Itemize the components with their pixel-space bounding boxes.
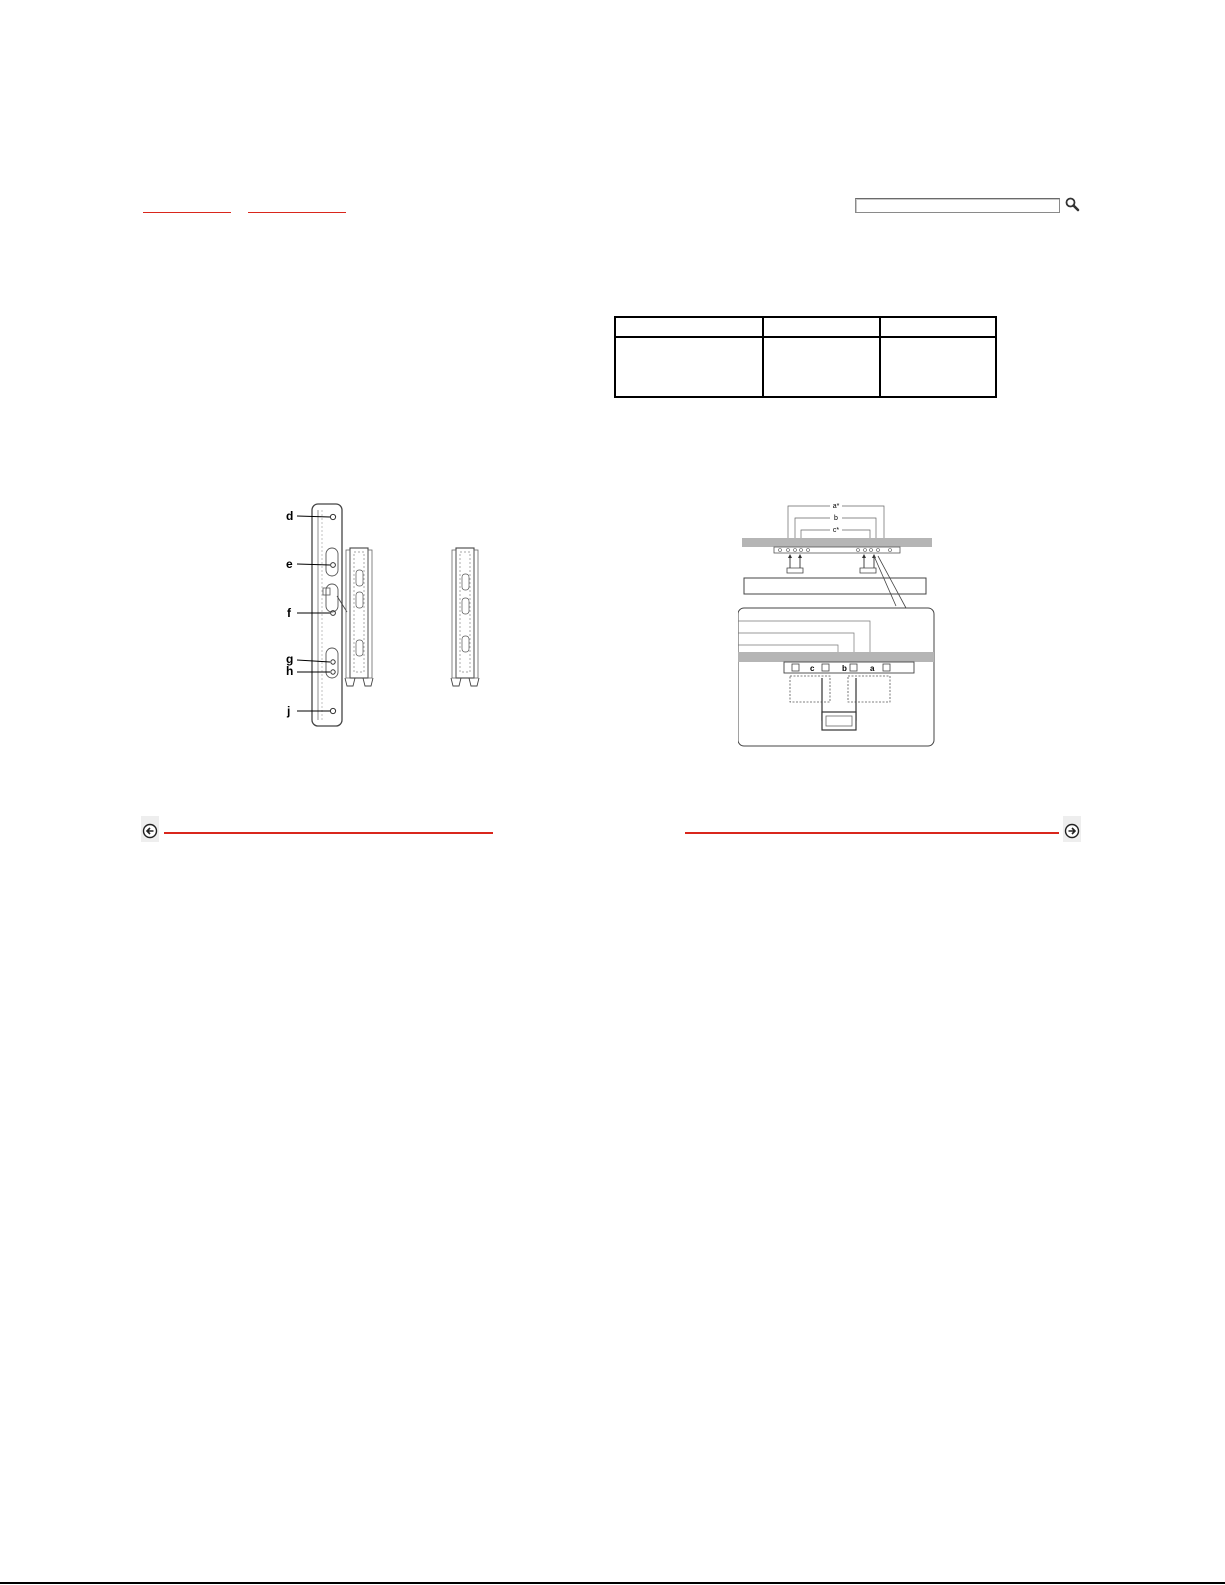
callout-label: d <box>286 509 294 523</box>
search-icon[interactable] <box>1064 196 1080 212</box>
stand-attachment-figure <box>738 498 938 756</box>
bottom-rule <box>0 1582 1225 1584</box>
search-input[interactable] <box>856 203 1059 216</box>
table-header-row <box>615 317 996 337</box>
arrow-left-circle-icon[interactable] <box>141 816 159 842</box>
next-page-link[interactable] <box>685 832 1059 834</box>
table-cell <box>763 337 880 397</box>
callout-label: e <box>286 557 293 571</box>
dimension-label: c* <box>832 527 840 534</box>
callout-label: h <box>286 664 294 678</box>
top-link-1[interactable] <box>143 198 231 213</box>
search-field[interactable] <box>855 198 1060 213</box>
table-cell <box>880 337 996 397</box>
table-cell <box>615 337 763 397</box>
middle-bracket <box>345 548 373 686</box>
table-row <box>615 337 996 397</box>
table-header-cell <box>763 317 880 337</box>
callout-label: f <box>287 606 291 620</box>
dimension-label: b <box>834 515 838 522</box>
detail-label: b <box>842 664 847 673</box>
top-link-2[interactable] <box>248 198 346 213</box>
arrow-right-circle-icon[interactable] <box>1063 816 1081 842</box>
detail-label: c <box>810 664 815 673</box>
table-header-cell <box>615 317 763 337</box>
right-bracket <box>451 548 479 686</box>
bracket-side-view-figure <box>275 500 505 760</box>
callout-label: g <box>286 652 294 666</box>
callout-label: j <box>287 704 291 718</box>
table-header-cell <box>880 317 996 337</box>
spec-table <box>614 316 997 398</box>
dimension-label: a* <box>832 503 840 510</box>
detail-label: a <box>870 664 875 673</box>
previous-page-link[interactable] <box>164 832 493 834</box>
